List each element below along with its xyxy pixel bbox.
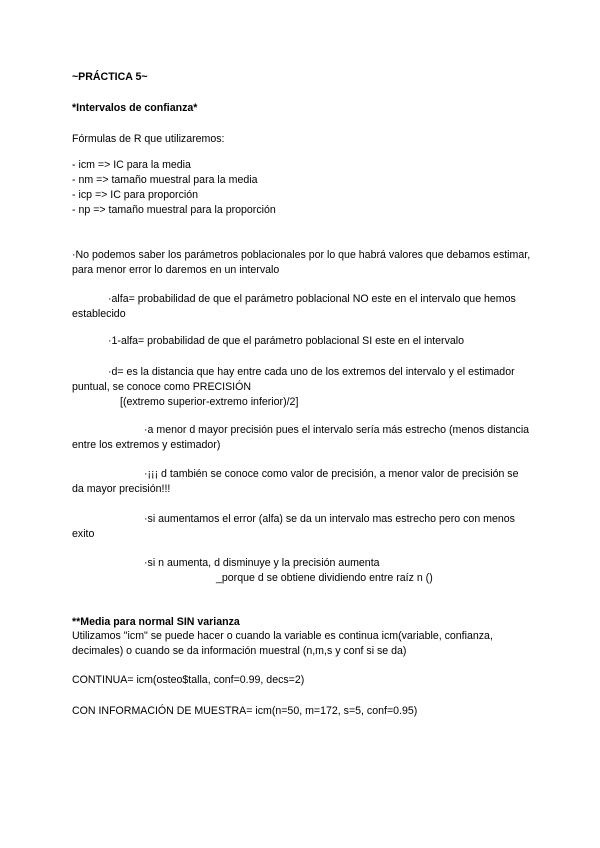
list-item: - icm => IC para la media: [72, 159, 191, 171]
example-continua: CONTINUA= icm(osteo$talla, conf=0.99, decs=2): [72, 674, 305, 686]
d-note-error: ·si aumentamos el error (alfa) se da un intervalo mas estrecho pero con menos exito: [72, 513, 515, 540]
d-note-narrower: ·a menor d mayor precisión pues el intervalo sería más estrecho (menos distancia entre los extremos y estimador): [72, 424, 530, 451]
one-minus-alfa-definition: ·1-alfa= probabilidad de que el parámetro poblacional SI este en el intervalo: [108, 335, 465, 347]
list-item: - icp => IC para proporción: [72, 189, 199, 201]
d-note-sample-size: ·si n aumenta, d disminuye y la precisión aumenta: [144, 557, 380, 569]
page-title: ~PRÁCTICA 5~: [72, 71, 148, 83]
alfa-definition: ·alfa= probabilidad de que el parámetro poblacional NO este en el intervalo que hemos establecido: [72, 293, 516, 320]
d-note-precision-value: ·¡¡¡ d también se conoce como valor de precisión, a menor valor de precisión se da mayor precisión!!!: [72, 468, 519, 495]
section-text: Utilizamos "icm" se puede hacer o cuando la variable es continua icm(variable, confianza, decimales) o cuando se da información muestral (n,m,s y conf si se da): [72, 630, 493, 657]
d-formula: [(extremo superior-extremo inferior)/2]: [120, 396, 299, 408]
section-heading: **Media para normal SIN varianza: [72, 616, 240, 628]
example-sample-info: CON INFORMACIÓN DE MUESTRA= icm(n=50, m=172, s=5, conf=0.95): [72, 705, 418, 717]
formulas-intro: Fórmulas de R que utilizaremos:: [72, 133, 225, 145]
intro-paragraph: ·No podemos saber los parámetros poblacionales por lo que habrá valores que debamos estimar, para menor error lo daremos en un intervalo: [72, 249, 531, 276]
d-definition: ·d= es la distancia que hay entre cada uno de los extremos del intervalo y el estimador puntual, se conoce como PRECISIÓN: [72, 366, 515, 393]
list-item: - nm => tamaño muestral para la media: [72, 174, 258, 186]
formulas-list: [72, 158, 532, 218]
list-item: - np => tamaño muestral para la proporción: [72, 204, 276, 216]
subtitle: *Intervalos de confianza*: [72, 102, 198, 114]
d-note-sample-size-reason: _porque d se obtiene dividiendo entre raíz n (): [216, 572, 433, 584]
